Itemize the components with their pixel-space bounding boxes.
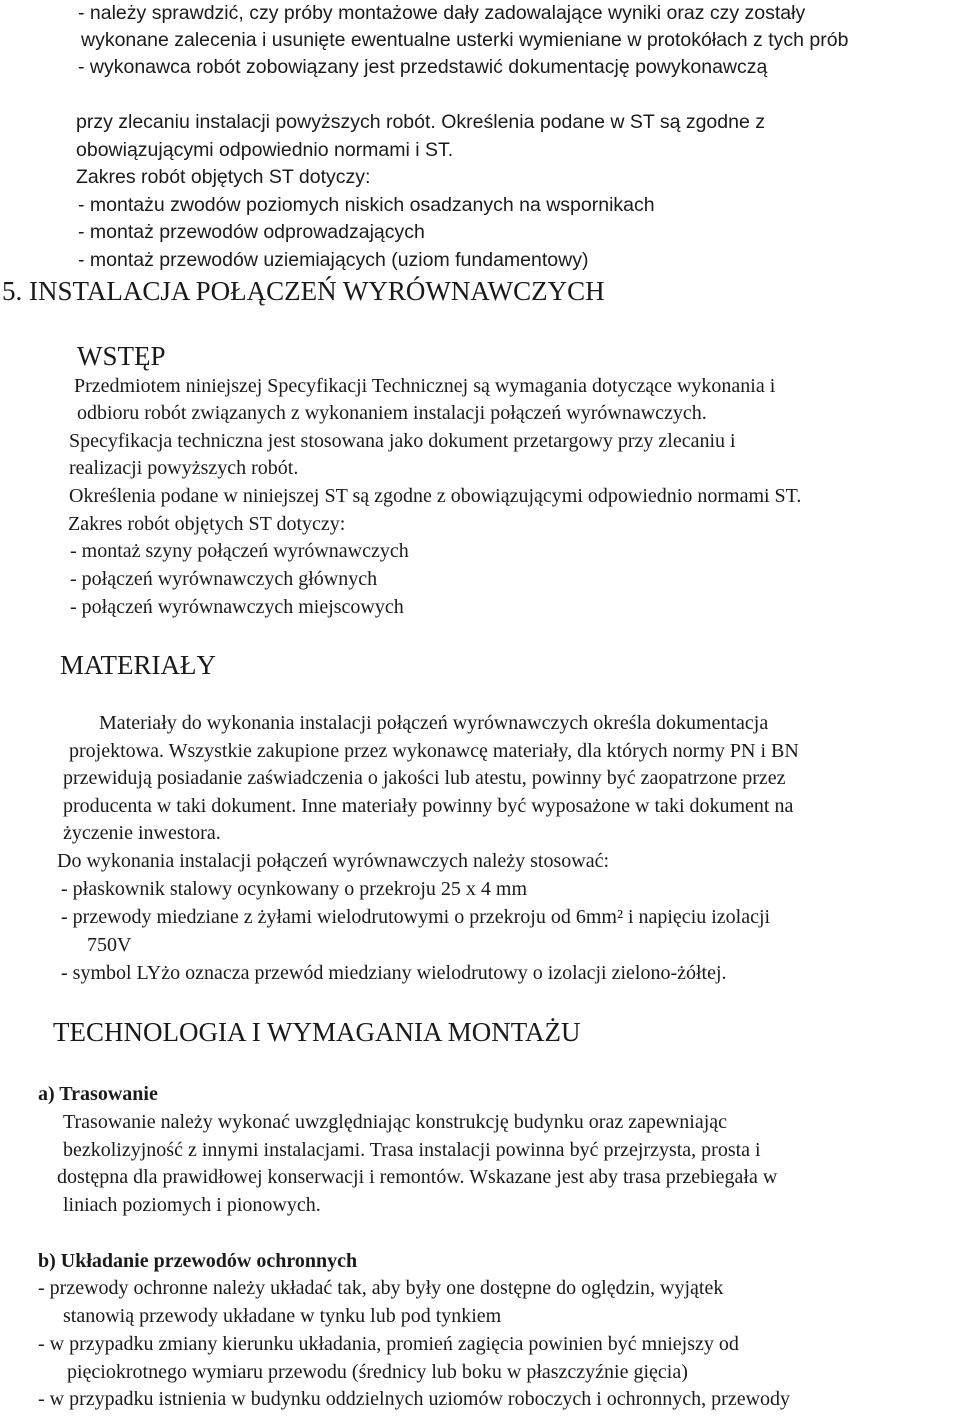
- text-line: 750V: [87, 934, 132, 956]
- list-item: - przewody ochronne należy układać tak, aby były one dostępne do oględzin, wyjątek: [38, 1277, 724, 1299]
- list-item: - montaż przewodów odprowadzających: [78, 221, 425, 243]
- text-line: - wykonawca robót zobowiązany jest przedstawić dokumentację powykonawczą: [78, 56, 768, 78]
- subheading-a: a) Trasowanie: [38, 1083, 158, 1105]
- subheading-b: b) Układanie przewodów ochronnych: [38, 1250, 358, 1272]
- text-line: Zakres robót objętych ST dotyczy:: [76, 166, 371, 188]
- list-item: - płaskownik stalowy ocynkowany o przekroju 25 x 4 mm: [61, 878, 528, 900]
- section-heading: 5. INSTALACJA POŁĄCZEŃ WYRÓWNAWCZYCH: [2, 276, 605, 306]
- list-item: - montaż szyny połączeń wyrównawczych: [70, 540, 409, 562]
- list-item: - montaż przewodów uziemiających (uziom fundamentowy): [78, 249, 589, 271]
- list-item: - przewody miedziane z żyłami wielodrutowymi o przekroju od 6mm² i napięciu izolacji: [61, 906, 771, 928]
- text-line: Specyfikacja techniczna jest stosowana jako dokument przetargowy przy zlecaniu i: [69, 430, 736, 452]
- text-line: Do wykonania instalacji połączeń wyrównawczych należy stosować:: [57, 850, 610, 872]
- list-item: - w przypadku istnienia w budynku oddzielnych uziomów roboczych i ochronnych, przewody: [38, 1388, 791, 1410]
- subsection-heading: MATERIAŁY: [60, 650, 216, 680]
- text-line: stanowią przewody układane w tynku lub pod tynkiem: [63, 1305, 502, 1327]
- list-item: - połączeń wyrównawczych miejscowych: [70, 596, 404, 618]
- text-line: - należy sprawdzić, czy próby montażowe dały zadowalające wyniki oraz czy zostały: [78, 2, 806, 24]
- text-line: odbioru robót związanych z wykonaniem instalacji połączeń wyrównawczych.: [77, 402, 707, 424]
- text-line: bezkolizyjność z innymi instalacjami. Trasa instalacji powinna być przejrzysta, prosta i: [63, 1139, 761, 1161]
- text-line: przy zlecaniu instalacji powyższych robót. Określenia podane w ST są zgodne z: [76, 111, 765, 133]
- subsection-heading: TECHNOLOGIA I WYMAGANIA MONTAŻU: [53, 1017, 581, 1047]
- text-line: obowiązującymi odpowiednio normami i ST.: [76, 139, 454, 161]
- text-line: przewidują posiadanie zaświadczenia o jakości lub atestu, powinny być zaopatrzone przez: [63, 767, 786, 789]
- text-line: producenta w taki dokument. Inne materiały powinny być wyposażone w taki dokument na: [63, 795, 794, 817]
- list-item: - montażu zwodów poziomych niskich osadzanych na wspornikach: [78, 194, 655, 216]
- list-item: - połączeń wyrównawczych głównych: [70, 568, 378, 590]
- text-line: dostępna dla prawidłowej konserwacji i remontów. Wskazane jest aby trasa przebiegała w: [57, 1166, 778, 1188]
- list-item: - w przypadku zmiany kierunku układania, promień zagięcia powinien być mniejszy od: [38, 1333, 739, 1355]
- text-line: wykonane zalecenia i usunięte ewentualne usterki wymieniane w protokółach z tych prób: [81, 29, 849, 51]
- text-line: Zakres robót objętych ST dotyczy:: [68, 513, 346, 535]
- text-line: realizacji powyższych robót.: [69, 457, 299, 479]
- text-line: Materiały do wykonania instalacji połączeń wyrównawczych określa dokumentacja: [99, 712, 769, 734]
- text-line: Trasowanie należy wykonać uwzględniając konstrukcję budynku oraz zapewniając: [63, 1111, 728, 1133]
- text-line: liniach poziomych i pionowych.: [63, 1194, 321, 1216]
- subsection-heading: WSTĘP: [77, 341, 166, 371]
- list-item: - symbol LYżo oznacza przewód miedziany wielodrutowy o izolacji zielono-żółtej.: [61, 962, 727, 984]
- text-line: życzenie inwestora.: [63, 822, 221, 844]
- text-line: pięciokrotnego wymiaru przewodu (średnicy lub boku w płaszczyźnie gięcia): [67, 1361, 688, 1383]
- text-line: Przedmiotem niniejszej Specyfikacji Technicznej są wymagania dotyczące wykonania i: [74, 375, 776, 397]
- text-line: projektowa. Wszystkie zakupione przez wykonawcę materiały, dla których normy PN i BN: [69, 740, 799, 762]
- text-line: Określenia podane w niniejszej ST są zgodne z obowiązującymi odpowiednio normami ST.: [69, 485, 802, 507]
